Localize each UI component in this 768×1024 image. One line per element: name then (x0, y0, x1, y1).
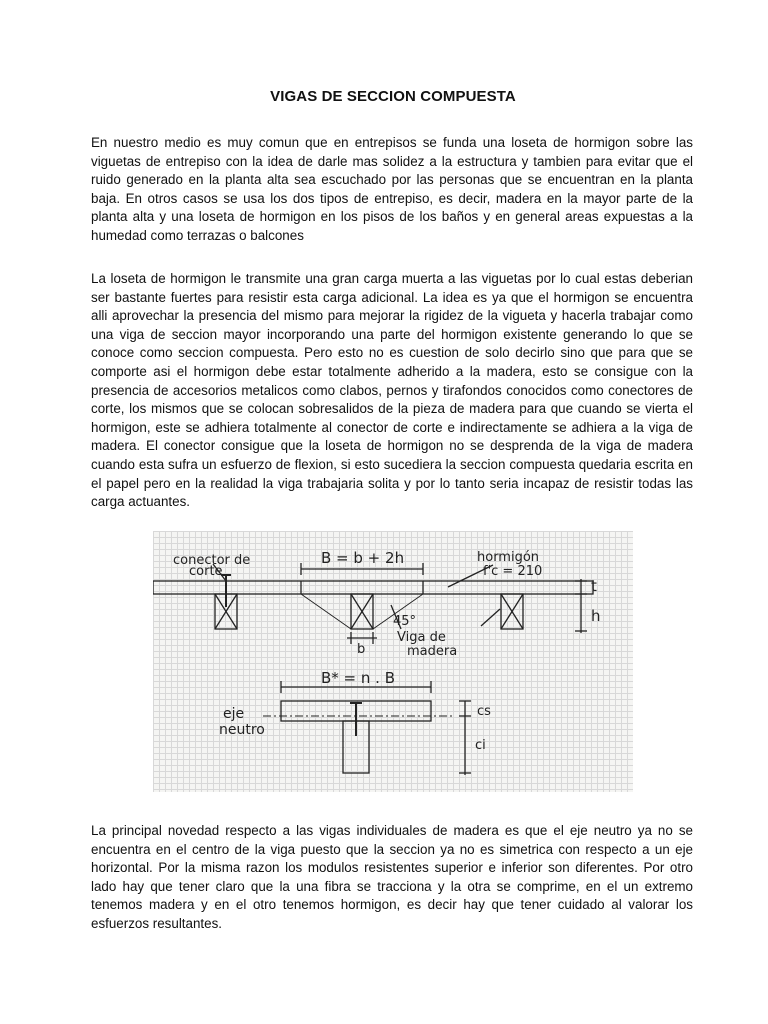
concrete-slab (153, 581, 593, 594)
label-concrete-line1: hormigón (477, 550, 540, 565)
label-width-formula: B = b + 2h (321, 549, 405, 567)
label-cs: cs (477, 704, 491, 719)
label-t: t (591, 577, 597, 595)
label-transformed-formula: B* = n . B (321, 669, 395, 687)
label-connector-line2: corte (189, 564, 223, 579)
label-connector-line1: conector de (173, 553, 251, 568)
sketch-drawing (153, 531, 633, 792)
label-concrete-line2: f'c = 210 (483, 564, 543, 579)
composite-beam-sketch (153, 531, 633, 792)
document-title: VIGAS DE SECCION COMPUESTA (270, 88, 516, 105)
label-b: b (357, 642, 366, 657)
label-h: h (591, 607, 601, 625)
paragraph-intro: En nuestro medio es muy comun que en entrepisos se funda una loseta de hormigon sobre las viguetas de entrepiso con la idea de darle mas solidez a la estructura y tambien para evitar que el ruido generado en la planta alta sea escuchado por las personas que se encuentran en la planta baja. En otros casos se usa los dos tipos de entrepiso, es decir, madera en la mayor parte de la planta alta y una loseta de hormigon en los pisos de los baños y en general areas expuestas a la humedad como terrazas o balcones (91, 135, 693, 243)
label-angle: 45° (393, 614, 417, 629)
label-axis-line1: eje (223, 706, 245, 722)
label-axis-line2: neutro (219, 722, 265, 738)
paragraph-composite-section: La loseta de hormigon le transmite una gran carga muerta a las viguetas por lo cual estas deberian ser bastante fuertes para resistir esta carga adicional. La idea es ya que el hormigon se encuentra alli aprovechar la presencia del mismo para mejorar la rigidez de la vigueta y hacerla trabajar como una viga de seccion mayor incorporando una parte del hormigon existente generando lo que se conoce como seccion compuesta. Pero esto no es cuestion de solo decirlo sino que para que se comporte asi el hormigon debe estar totalmente adherido a la madera, esto se consigue con la presencia de accesorios metalicos como clabos, pernos y tirafondos conocidos como conectores de corte, los mismos que se colocan sobresalidos de la pieza de madera para que cuando se vierta el hormigon, este se adhiera totalmente al conector de corte e indirectamente se adhiera a la viga de madera. El conector consigue que la loseta de hormigon no se desprenda de la viga de madera cuando esta sufra un esfuerzo de flexion, si esto sucediera la seccion compuesta quedaria escrita en el papel pero en la realidad la viga trabajaria solita y por lo tanto seria incapaz de resistir todas las carga actuantes. (91, 271, 693, 510)
label-ci: ci (475, 738, 486, 753)
paragraph-neutral-axis: La principal novedad respecto a las vigas individuales de madera es que el eje neutro ya no se encuentra en el centro de la viga puesto que la seccion ya no es simetrica con respecto a un eje horizontal. Por la misma razon los modulos resistentes superior e inferior son diferentes. Por otro lado hay que tener claro que la una fibra se tracciona y la otra se comprime, en el un extremo tenemos madera y en el otro tenemos hormigon, es decir hay que tener cuidado al valorar los esfuerzos resultantes. (91, 823, 693, 931)
label-wood-line1: Viga de (397, 630, 446, 645)
label-wood-line2: madera (407, 644, 458, 659)
